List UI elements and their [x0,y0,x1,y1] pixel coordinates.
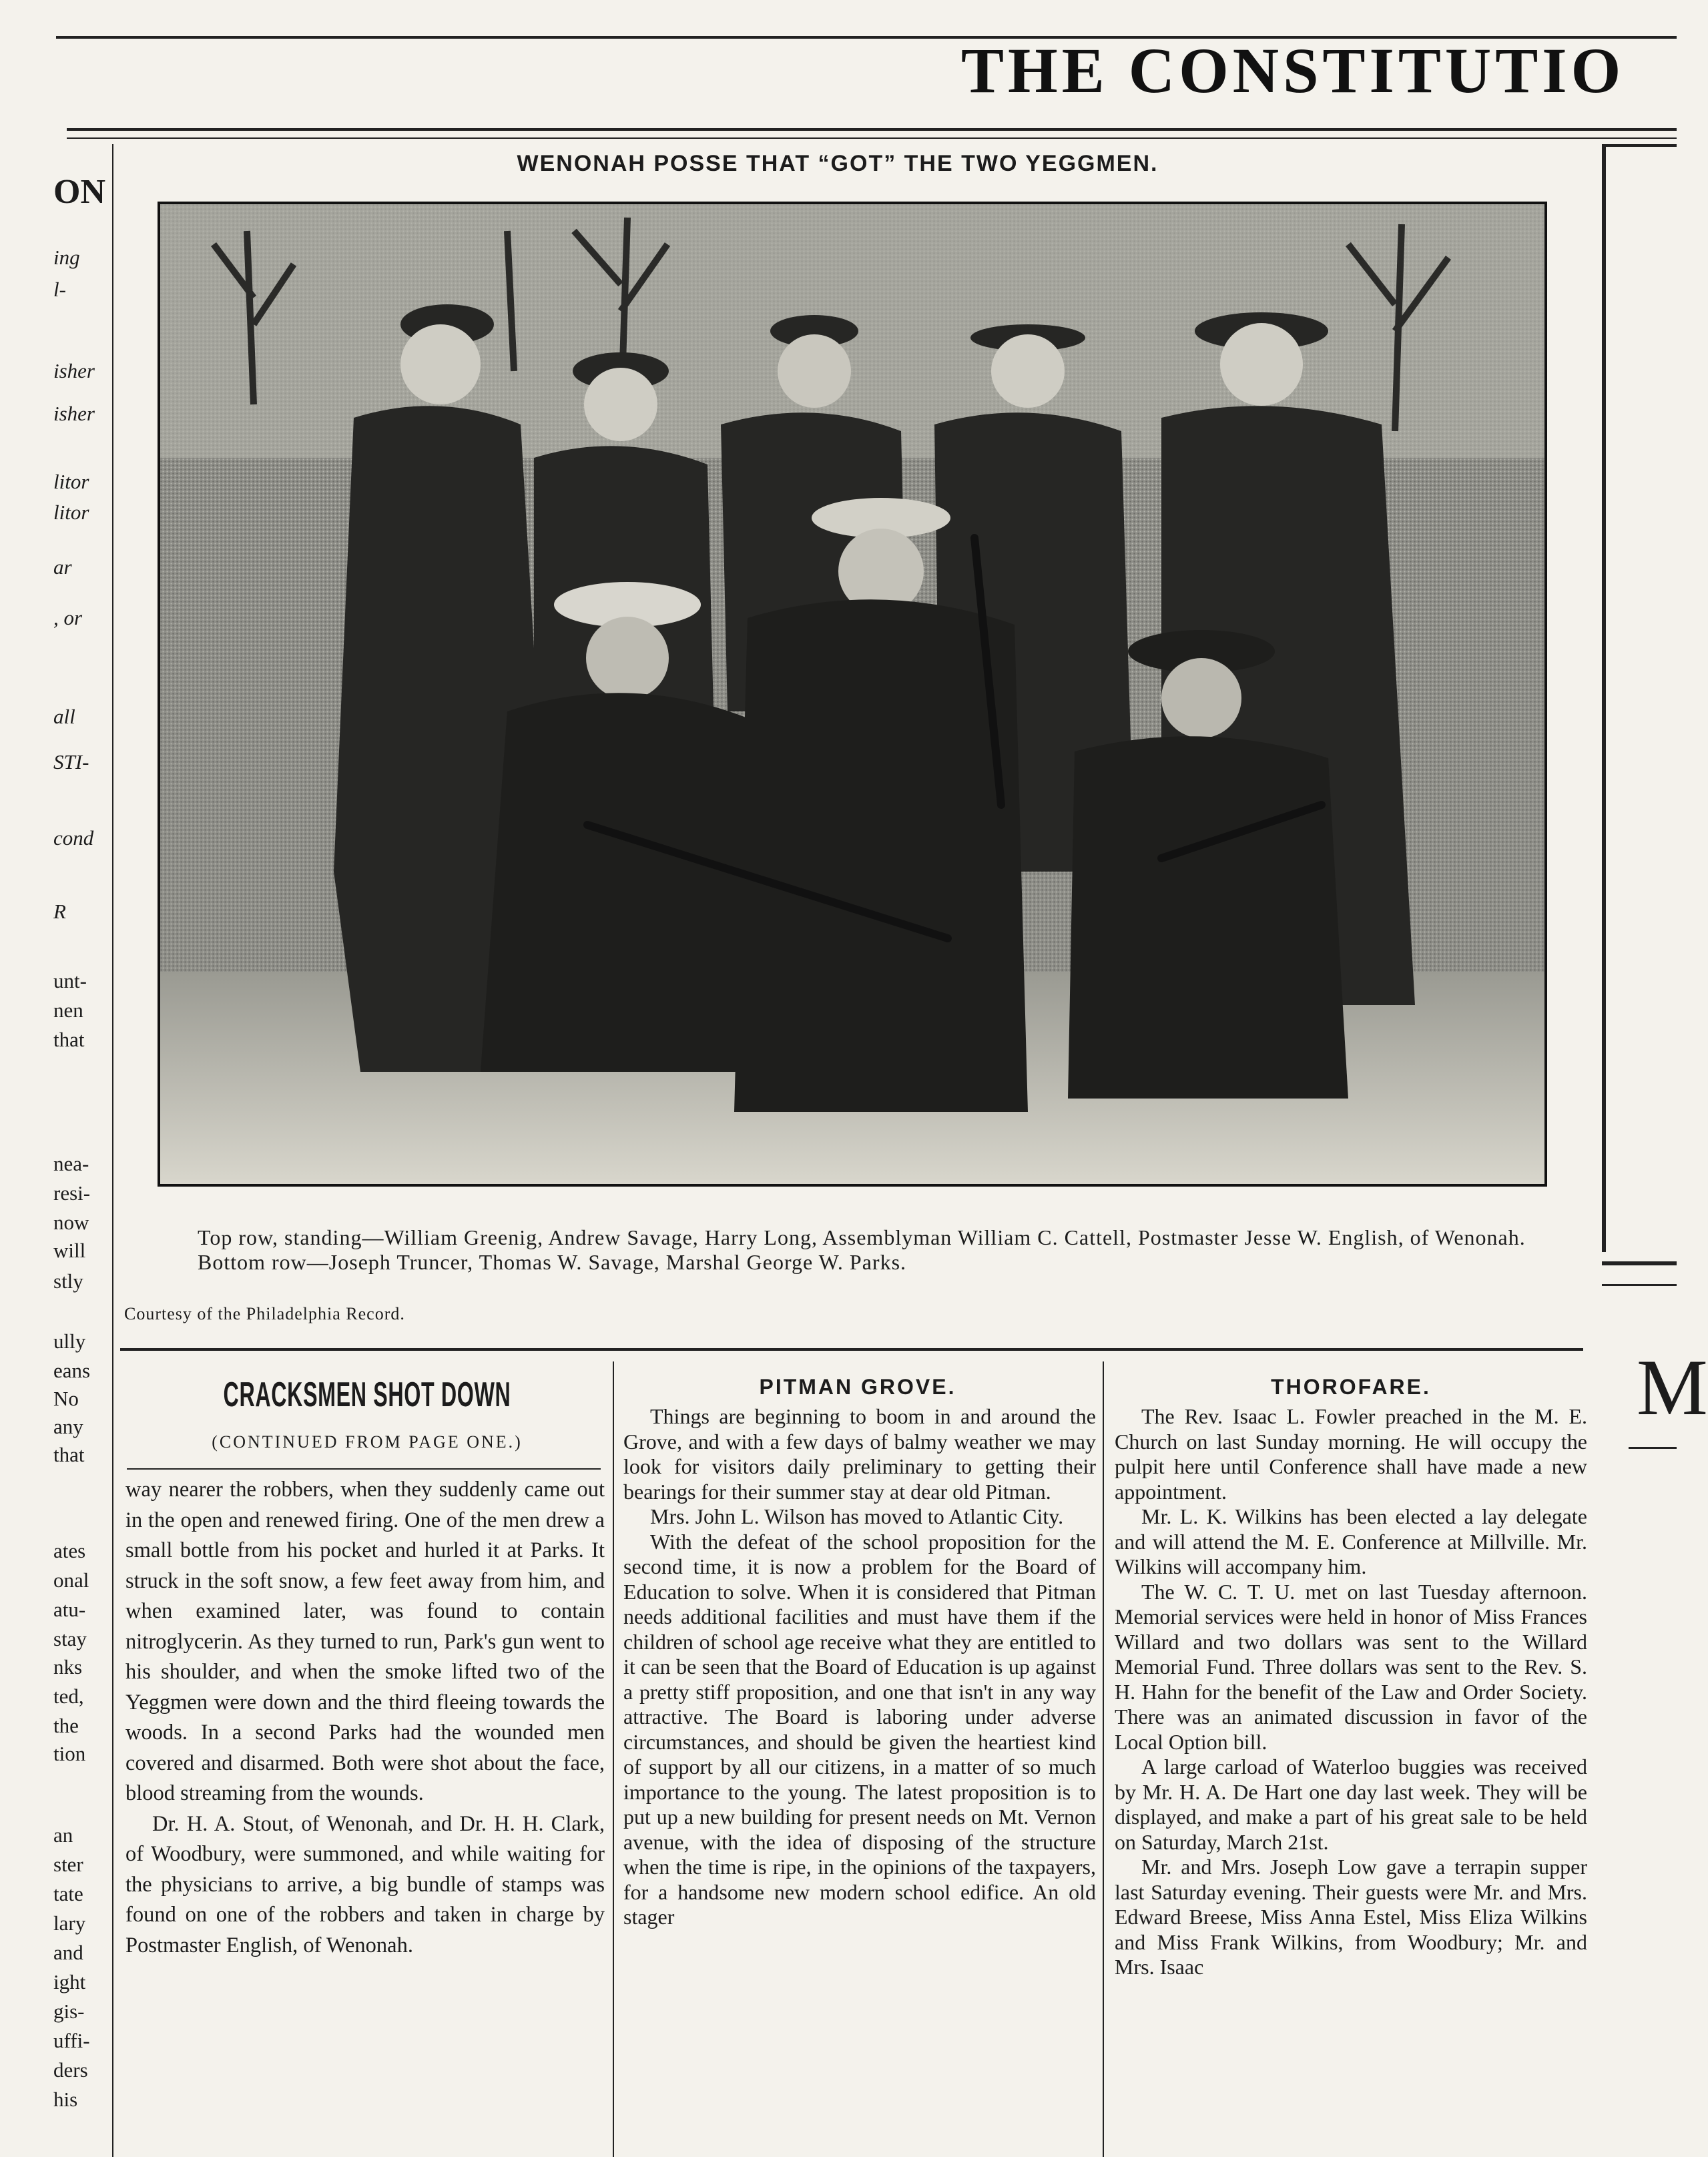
cracksmen-body [125,1475,605,2157]
left-column-fragment: R [53,900,66,923]
left-column-fragment: , or [53,606,83,629]
left-column-fragment: tate [53,1882,83,1905]
left-column-fragment: will [53,1239,86,1262]
left-column-fragment: that [53,1443,85,1466]
left-column-fragment: gis- [53,1999,85,2023]
right-edge-letter: M [1637,1343,1708,1432]
left-column-fragment: ted, [53,1684,84,1708]
left-column-fragment: lary [53,1911,86,1935]
photo-credit: Courtesy of the Philadelphia Record. [124,1304,405,1323]
cracksmen-head-rule [127,1468,601,1470]
left-column-fragment: all [53,705,75,728]
caption-bottom-row: Bottom row—Joseph Truncer, Thomas W. Savage, Marshal George W. Parks. [198,1249,907,1274]
posse-photograph [158,202,1547,1187]
pitman-headline: PITMAN GROVE. [759,1375,956,1399]
pitman-paragraph: Things are beginning to boom in and around the Grove, and with a few days of balmy weather we may look for visitors daily preliminary to getting their bearings for their summer stay at dear old Pitman. [623,1404,1096,1504]
left-column-fragment: STI- [53,750,89,774]
thorofare-paragraph: Mr. and Mrs. Joseph Low gave a terrapin supper last Saturday evening. Their guests were Mr. and Mrs. Edward Breese, Miss Anna Estel, Miss Eliza Wilkins and Miss Frank Wilkins, from Woodbury; Mr. and Mrs. Isaac [1115,1855,1587,1979]
left-column-fragment: ster [53,1853,83,1876]
left-column-fragment: nea- [53,1152,89,1175]
thorofare-paragraph: The W. C. T. U. met on last Tuesday afternoon. Memorial services were held in honor of Miss Frances Willard and two dollars was sent to the Willard Memorial Fund. Three dollars was sent to the Rev. S. H. Hahn for the benefit of the Law and Order Society. There was an animated discussion in favor of the Local Option bill. [1115,1579,1587,1754]
left-column-fragment: ders [53,2058,88,2082]
left-column-fragment: eans [53,1359,91,1382]
photo-caption [124,1225,1593,1275]
left-column-fragment: uffi- [53,2029,90,2052]
masthead-title: THE CONSTITUTIO [961,35,1625,106]
column-divider-2 [1103,1361,1104,2157]
pitman-paragraph: Mrs. John L. Wilson has moved to Atlantic City. [650,1504,1064,1528]
posse-photo-illustration [160,204,1544,1184]
left-column-fragment: onal [53,1568,89,1592]
thorofare-body [1115,1404,1587,2157]
left-column-fragment: ully [53,1329,86,1353]
thorofare-headline: THOROFARE. [1271,1375,1431,1399]
left-column-fragment: tion [53,1742,86,1765]
left-column-fragment: any [53,1415,83,1438]
left-column-fragment: an [53,1823,73,1847]
cracksmen-paragraph: Dr. H. A. Stout, of Wenonah, and Dr. H. H. Clark, of Woodbury, were summoned, and while waiting for the physicians to arrive, a big bundle of stamps was found on one of the robbers and taken in charge by Postmaster English, of Wenonah. [125,1811,605,1957]
left-column-fragment: and [53,1941,83,1964]
column-divider-1 [613,1361,614,2157]
photo-title: WENONAH POSSE THAT “GOT” THE TWO YEGGMEN. [517,151,1159,176]
right-edge-under-rule [1629,1447,1677,1449]
thorofare-paragraph: Mr. L. K. Wilkins has been elected a lay delegate and will attend the M. E. Conference at Millville. Mr. Wilkins will accompany him. [1115,1504,1587,1578]
thorofare-paragraph: A large carload of Waterloo buggies was received by Mr. H. A. De Hart one day last week. They will be displayed, and make a part of his great sale to be held on Saturday, March 21st. [1115,1755,1587,1854]
left-column-fragment: isher [53,359,95,382]
left-column-fragment: litor [53,501,89,524]
left-column-divider [112,144,113,2157]
right-edge-rule-2 [1602,1284,1677,1286]
left-column-fragment: resi- [53,1181,91,1205]
left-column-fragment: ar [53,555,72,579]
left-column-fragment: stly [53,1269,83,1293]
left-column-fragment: the [53,1714,79,1737]
section-rule [120,1348,1583,1351]
left-column-fragment: ON [53,173,105,211]
pitman-body [623,1404,1096,2157]
left-column-fragment: that [53,1028,85,1051]
left-column-fragment: cond [53,826,94,850]
left-column-fragment: litor [53,470,89,493]
left-column-fragment: isher [53,402,95,425]
left-column-fragment: atu- [53,1598,86,1621]
cracksmen-headline: CRACKSMEN SHOT DOWN [223,1375,511,1414]
left-column-fragment: stay [53,1627,87,1650]
left-column-fragment: nen [53,998,83,1022]
masthead-rule-2 [67,137,1677,139]
left-column-fragment: nks [53,1655,83,1678]
cracksmen-paragraph: way nearer the robbers, when they suddenly came out in the open and renewed firing. One of the men drew a small bottle from his pocket and hurled it at Parks. It struck in the soft snow, a few feet away from him, and when examined later, was found to contain nitroglycerin. As they turned to run, Park's gun went to his shoulder, and when the smoke lifted two of the Yeggmen were down and the third fleeing towards the woods. In a second Parks had the wounded men covered and disarmed. Both were shot about the face, blood streaming from the wounds. [125,1478,605,1805]
left-column-fragment: now [53,1211,89,1234]
cracksmen-subhead: (CONTINUED FROM PAGE ONE.) [212,1432,523,1452]
left-column-fragment: unt- [53,969,87,992]
left-column-fragment: No [53,1387,79,1410]
left-column-fragment: ight [53,1970,86,1993]
left-column-fragment: l- [53,278,66,301]
caption-top-row: Top row, standing—William Greenig, Andrew Savage, Harry Long, Assemblyman William C. Cattell, Postmaster Jesse W. English, of Wenonah. [198,1225,1526,1249]
right-edge-rule [1602,1261,1677,1265]
left-column-fragment: ing [53,246,80,269]
right-edge-box [1602,144,1677,1252]
thorofare-paragraph: The Rev. Isaac L. Fowler preached in the M. E. Church on last Sunday morning. He will occupy the pulpit here until Conference shall have made a new appointment. [1115,1404,1587,1504]
pitman-paragraph: With the defeat of the school proposition for the second time, it is now a problem for the Board of Education to solve. When it is considered that Pitman needs additional facilities and must have them if the children of school age receive what they are entitled to it can be seen that the Board of Education is up against a pretty stiff proposition, and one that isn't in any way attractive. The Board is laboring under adverse circumstances, and should be given the heartiest kind of support by all our citizens, in a matter of so much importance to the young. The latest proposition is to put up a new building for present needs on Mt. Vernon avenue, with the idea of disposing of the structure when the time is ripe, in the opinions of the taxpayers, for a handsome new modern school edifice. An old stager [623,1529,1096,1929]
left-column-fragment: ates [53,1539,86,1562]
masthead-rule-1 [67,128,1677,131]
left-column-fragment: his [53,2088,78,2111]
